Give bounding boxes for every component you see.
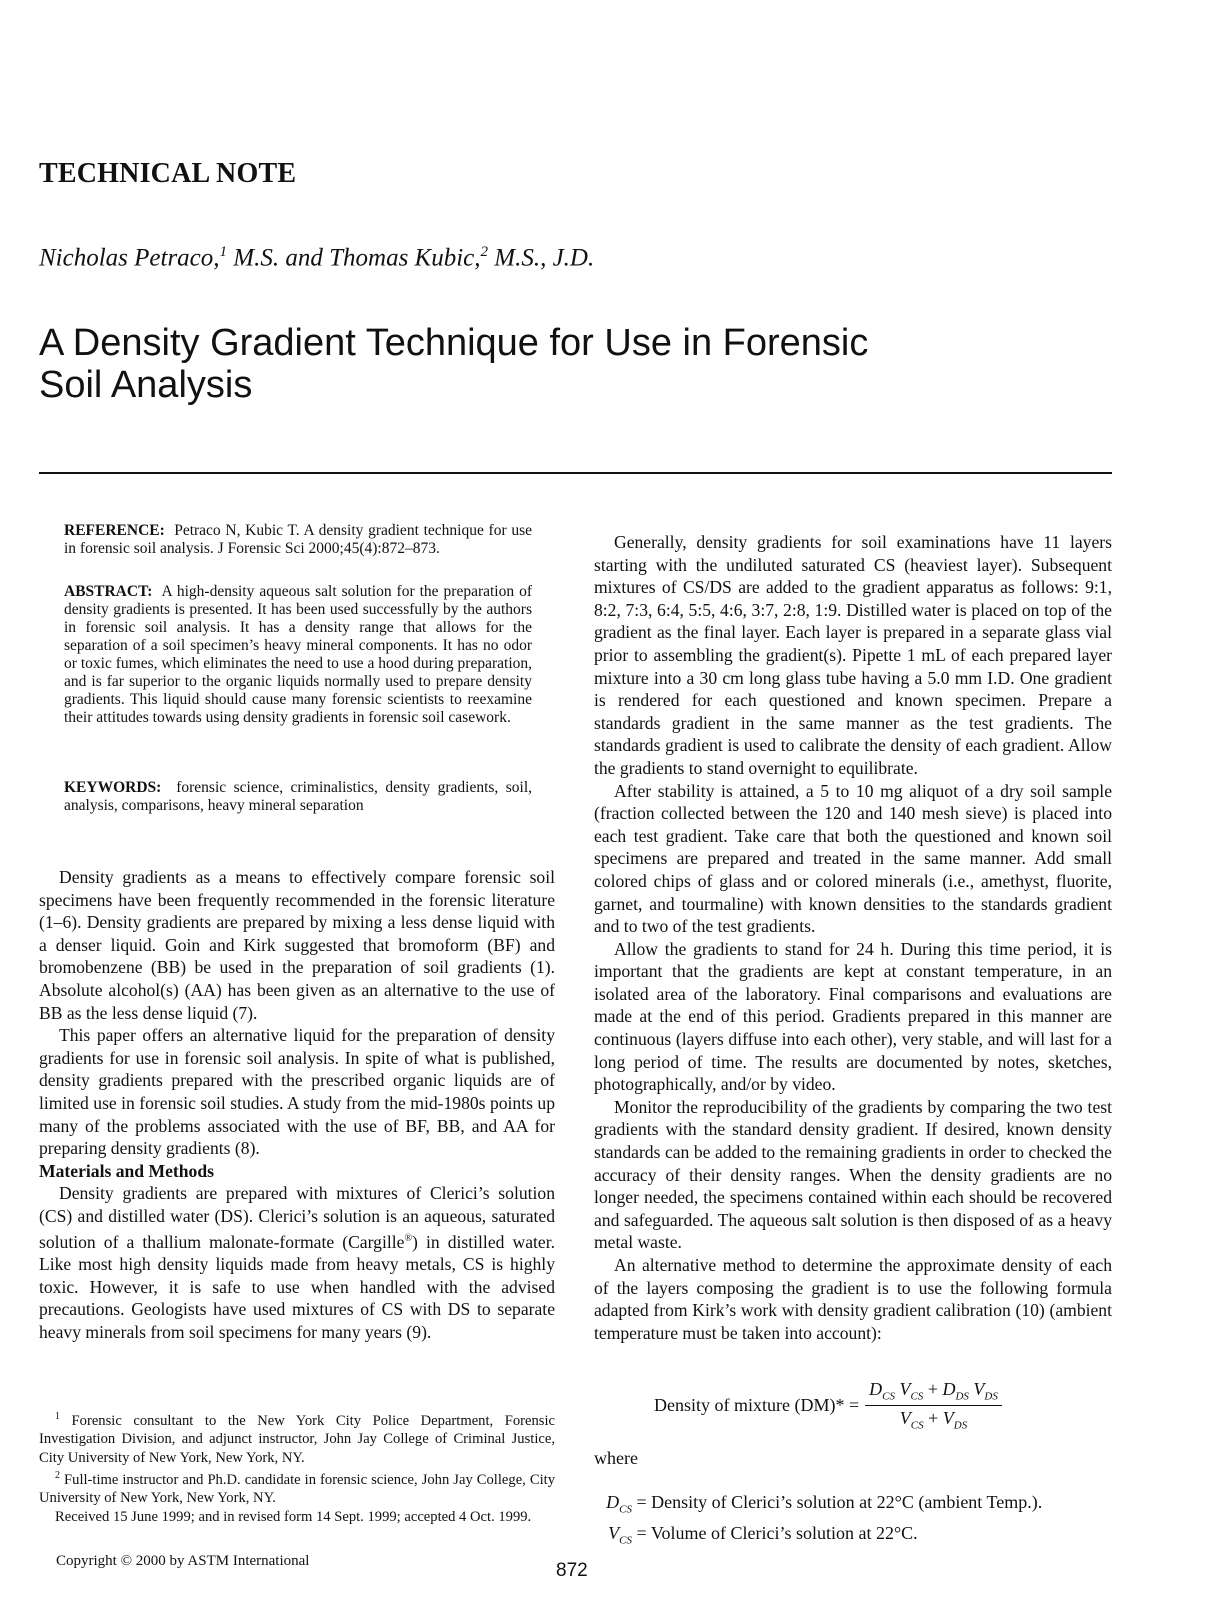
intro-paragraph-2: This paper offers an alternative liquid for the preparation of density gradients for use in forensic soil analysis. In spite of what is published, density gradients prepared with the prescribed organic liquids are of limited use in forensic soil studies. A study from the mid-1980s points up many of the problems associated with the use of BF, BB, and AA for preparing density gradients (8). [39,1025,555,1159]
footnote-1-text: Forensic consultant to the New York City Police Department, Forensic Investigation Division, and adjunct instructor, John Jay College of Criminal Justice, City University of New York, New York, NY. [39,1412,555,1466]
reference-text: Petraco N, Kubic T. A density gradient technique for use in forensic soil analysis. J Forensic Sci 2000;45(4):872–873. [64,522,532,557]
title-line-2: Soil Analysis [39,364,253,406]
keywords-text: forensic science, criminalistics, density gradients, soil, analysis, comparisons, heavy mineral separation [64,779,532,814]
author1-footnote-mark: 1 [219,244,228,260]
footnote-1 [39,1408,555,1467]
procedure-paragraph-2: After stability is attained, a 5 to 10 mg aliquot of a dry soil sample (fraction collected between the 120 and 140 mesh sieve) is placed into each test gradient. Take care that both the questioned and known soil specimens are prepared and treated in the same manner. Add small colored chips of glass and or colored minerals (i.e., amethyst, fluorite, garnet, and tourmaline) with known densities to the standards gradient and to two of the test gradients. [594,780,1112,937]
abstract-text: A high-density aqueous salt solution for the preparation of density gradients is presented. It has been used successfully by the authors in forensic soil analysis. It has a density range that allows for the separation of a soil specimen’s heavy mineral components. It has no odor or toxic fumes, which eliminates the need to use a hood during preparation, and is far superior to the organic liquids normally used to prepare density gradients. This liquid should cause many forensic scientists to reexamine their attitudes towards using density gradients in forensic soil casework. [64,583,533,726]
footnote-1-mark: 1 [55,1411,60,1422]
formula-lhs: Density of mixture (DM)* = [654,1394,860,1415]
formula-fraction [865,1379,1002,1431]
methods-paragraph-1 [39,1182,555,1343]
formula-denominator: $V_{CS} + V_{DS}$ [899,1407,968,1432]
author2-name: M.S. and Thomas Kubic, [227,244,481,272]
density-formula [654,1379,1002,1431]
author1-name: Nicholas Petraco, [39,244,220,272]
keywords-label: KEYWORDS: [64,779,162,796]
received-dates: Received 15 June 1999; and in revised form 14 Sept. 1999; accepted 4 Oct. 1999. [55,1508,532,1525]
section-label: TECHNICAL NOTE [39,158,297,189]
procedure-paragraph-1: Generally, density gradients for soil examinations have 11 layers starting with the undiluted saturated CS (heaviest layer). Subsequent mixtures of CS/DS are added to the gradient apparatus as follows: 9:1, 8:2, 7:3, 6:4, 5:5, 4:6, 3:7, 2:8, 1:9. Distilled water is placed on top of the gradient as the final layer. Each layer is prepared in a separate glass vial prior to assembling the gradient(s). Pipette 1 mL of each prepared layer mixture into a 30 cm long glass tube having a 5.0 mm I.D. One gradient is rendered for each questioned and known specimen. Prepare a standards gradient in the same manner as the test gradients. The standards gradient is used to calibrate the density of each gradient. Allow the gradients to stand overnight to equilibrate. [594,532,1112,778]
footnotes [39,1408,555,1526]
reference-label: REFERENCE: [64,522,165,539]
abstract-block [64,583,532,727]
procedure-paragraph-3: Allow the gradients to stand for 24 h. During this time period, it is important that the gradients are kept at constant temperature, in an isolated area of the laboratory. Final comparisons and evaluations are made at the end of this period. Gradients prepared in this manner are continuous (layers diffuse into each other), very stable, and will last for a long period of time. The results are documented by notes, sketches, photographically, and/or by video. [594,938,1112,1095]
title-line-1: A Density Gradient Technique for Use in Forensic [39,322,869,364]
title-divider [39,472,1112,474]
author2-footnote-mark: 2 [480,244,489,260]
registered-mark: ® [404,1232,413,1244]
procedure-paragraph-4: Monitor the reproducibility of the gradients by comparing the two test gradients with the standard density gradient. If desired, known density standards can be added to the remaining gradients in order to checked the accuracy of their density ranges. When the density gradients are no longer needed, the specimens contained within each should be recovered and safeguarded. The aqueous salt solution is then disposed of as a heavy metal waste. [594,1096,1112,1253]
right-column-body [594,531,1112,1344]
intro-paragraph-1: Density gradients as a means to effectively compare forensic soil specimens have been frequently recommended in the forensic literature (1–6). Density gradients are prepared by mixing a less dense liquid with a denser liquid. Goin and Kirk suggested that bromoform (BF) and bromobenzene (BB) be used in the preparation of soil gradients (1). Absolute alcohol(s) (AA) has been given as an alternative to the use of BB as the less dense liquid (7). [39,867,555,1023]
definition-vcs: $V_{CS}$ = Volume of Clerici’s solution at 22°C. [608,1522,918,1547]
keywords-block [64,779,532,815]
methods-text-a: Density gradients are prepared with mixtures of Clerici’s solution (CS) and distilled water (DS). Clerici’s solution is an aqueous, saturated solution of a thallium malonate-formate (Cargille [39,1183,555,1252]
footnote-2 [39,1467,555,1508]
variable-definitions [594,1491,1042,1552]
paper-title [39,322,939,406]
footnote-2-mark: 2 [55,1470,60,1482]
reference-block [64,522,532,558]
copyright-notice: Copyright © 2000 by ASTM International [56,1553,310,1569]
author-line [39,244,594,272]
procedure-paragraph-5: An alternative method to determine the approximate density of each of the layers composing the gradient is to use the following formula adapted from Kirk’s work with density gradient calibration (10) (ambient temperature must be taken into account): [594,1255,1112,1343]
left-column-body [39,866,555,1343]
materials-methods-heading: Materials and Methods [39,1160,214,1181]
footnote-2-text: Full-time instructor and Ph.D. candidate in forensic science, John Jay College, City University of New York, New York, NY. [39,1471,555,1507]
methods-text-b: ) in distilled water. Like most high density liquids made from heavy metals, CS is highly toxic. However, it is safe to use when handled with the advised precautions. Geologists have used mixtures of CS with DS to separate heavy minerals from soil specimens for many years (9). [39,1231,555,1342]
author2-degree: M.S., J.D. [488,244,595,272]
page-number: 872 [556,1560,588,1581]
where-label: where [594,1448,638,1468]
formula-numerator: $D_{CS}$ $V_{CS} + D_{DS}$ $V_{DS}$ [865,1379,1002,1406]
abstract-label: ABSTRACT: [64,583,153,600]
definition-dcs: $D_{CS}$ = Density of Clerici’s solution at 22°C (ambient Temp.). [606,1492,1043,1516]
